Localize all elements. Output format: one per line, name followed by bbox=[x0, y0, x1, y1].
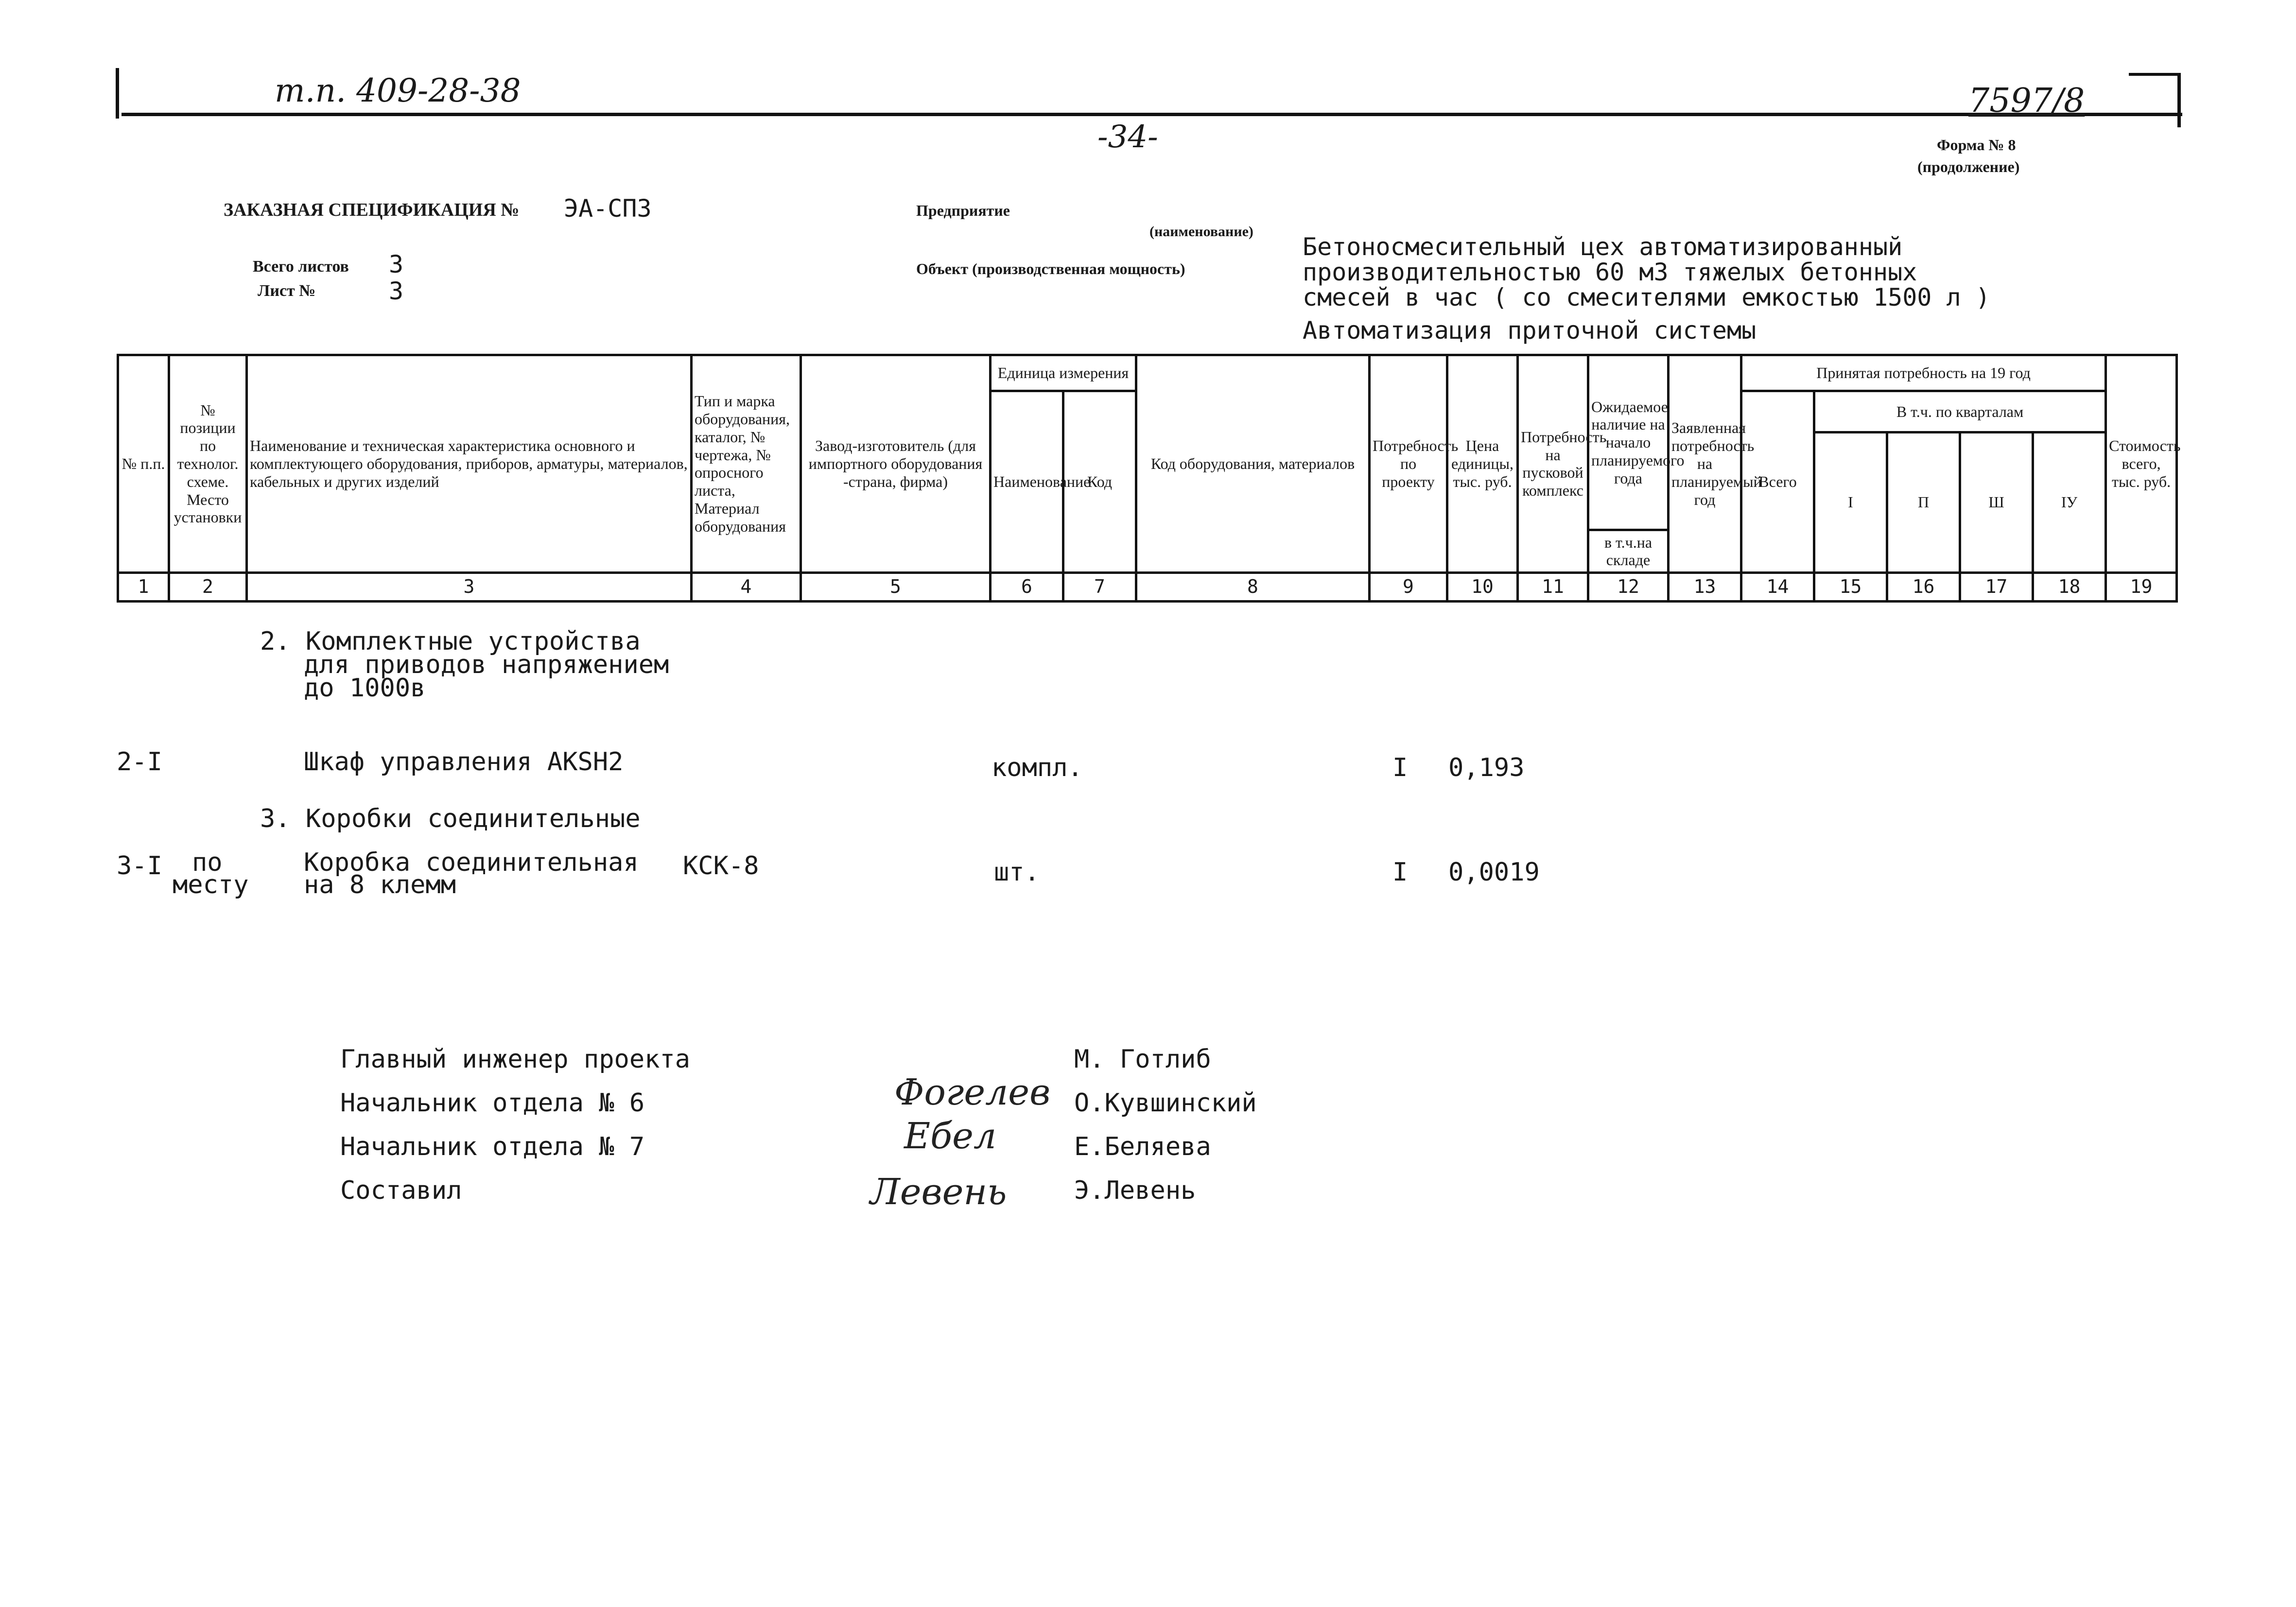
spec-header-table bbox=[117, 354, 2181, 603]
col-number: 17 bbox=[1960, 572, 2033, 601]
col-header-quarters-group: В т.ч. по кварталам bbox=[1814, 391, 2106, 432]
col-header-unit-price: Цена единицы, тыс. руб. bbox=[1447, 355, 1518, 573]
spec-title-value: ЭА-СПЗ bbox=[564, 194, 652, 223]
signature-role: Начальник отдела № 6 bbox=[340, 1089, 645, 1118]
frame-corner-stamp bbox=[2129, 73, 2179, 76]
col-number: 3 bbox=[247, 572, 692, 601]
signature-role: Начальник отдела № 7 bbox=[340, 1132, 645, 1161]
item-2-1-price: 0,193 bbox=[1448, 753, 1525, 782]
col-header-equipment-code: Код оборудования, материалов bbox=[1136, 355, 1370, 573]
naming-label: (наименование) bbox=[1149, 224, 1253, 240]
object-line: Бетоносмесительный цех автоматизированный bbox=[1303, 233, 1903, 261]
form-label: Форма № 8 bbox=[1937, 136, 2016, 154]
archive-number: 7597/8 bbox=[1968, 82, 2085, 120]
spec-title-label: ЗАКАЗНАЯ СПЕЦИФИКАЦИЯ № bbox=[224, 200, 520, 220]
form-sub: (продолжение) bbox=[1917, 158, 2020, 175]
signature-name: О.Кувшинский bbox=[1074, 1089, 1257, 1118]
col-header-position: № позиции по технолог. схеме. Место установки bbox=[169, 355, 247, 573]
col-header-in-stock: в т.ч.на складе bbox=[1588, 530, 1669, 572]
col-number: 14 bbox=[1741, 572, 1814, 601]
col-number: 9 bbox=[1370, 572, 1447, 601]
object-line: смесей в час ( со смесителями емкостью 1500 л ) bbox=[1303, 283, 1990, 311]
col-header-expected: Ожидаемое наличие на начало планируемого года bbox=[1588, 355, 1669, 530]
signature-name: М. Готлиб bbox=[1074, 1045, 1211, 1074]
item-3-1-number: 3-I bbox=[117, 851, 162, 881]
col-header-declared: Заявленная потребность на планируемый год bbox=[1669, 355, 1741, 573]
col-header-cost: Стоимость всего, тыс. руб. bbox=[2106, 355, 2177, 573]
place-line: месту bbox=[173, 870, 249, 899]
handwritten-signature: Ебел bbox=[904, 1115, 997, 1157]
col-header-no: № п.п. bbox=[118, 355, 169, 573]
col-number: 11 bbox=[1518, 572, 1588, 601]
item-3-1-place bbox=[173, 848, 249, 899]
item-3-1-price: 0,0019 bbox=[1448, 858, 1540, 887]
sheet-no-label: Лист № bbox=[258, 282, 316, 300]
sheets-total: 3 bbox=[389, 250, 404, 278]
signature-name: Е.Беляева bbox=[1074, 1132, 1211, 1161]
col-number: 12 bbox=[1588, 572, 1669, 601]
item-3-1-unit: шт. bbox=[994, 858, 1040, 887]
col-header-unit-code: Код bbox=[1063, 391, 1136, 572]
col-header-demand: Потребность по проекту bbox=[1370, 355, 1447, 573]
handwritten-signature: Фогелев bbox=[894, 1071, 1051, 1113]
doc-code: т.п. 409-28-38 bbox=[275, 72, 521, 109]
col-number: 8 bbox=[1136, 572, 1370, 601]
col-header-launch-demand: Потребность на пусковой комплекс bbox=[1518, 355, 1588, 573]
object-line: производительностью 60 м3 тяжелых бетонных bbox=[1303, 258, 1917, 286]
col-number: 18 bbox=[2033, 572, 2106, 601]
signature-name: Э.Левень bbox=[1074, 1176, 1196, 1205]
signature-role: Главный инженер проекта bbox=[340, 1045, 691, 1074]
enterprise-label: Предприятие bbox=[916, 202, 1010, 219]
item-2-1-qty: I bbox=[1392, 753, 1408, 782]
col-header-type: Тип и марка оборудования, каталог, № чертежа, № опросного листа, Материал оборудования bbox=[692, 355, 801, 573]
section-title-line: для приводов напряжением bbox=[304, 650, 669, 679]
col-number: 15 bbox=[1814, 572, 1887, 601]
col-number: 1 bbox=[118, 572, 169, 601]
col-header-unit-group: Единица измерения bbox=[991, 355, 1136, 391]
col-header-accepted-group: Принятая потребность на 19 год bbox=[1741, 355, 2106, 391]
col-header-name: Наименование и техническая характеристика основного и комплектующего оборудования, приборов, арматуры, материалов, кабельных и других изделий bbox=[247, 355, 692, 573]
name-line: Коробка соединительная bbox=[304, 848, 639, 877]
section-2-title bbox=[260, 627, 669, 703]
col-header-q4: IУ bbox=[2033, 432, 2106, 572]
place-line: по bbox=[192, 848, 223, 877]
object-line: Автоматизация приточной системы bbox=[1303, 316, 1757, 345]
col-header-q1: I bbox=[1814, 432, 1887, 572]
col-header-manufacturer: Завод-изготовитель (для импортного оборудования -страна, фирма) bbox=[801, 355, 991, 573]
item-2-1-unit: компл. bbox=[991, 753, 1083, 782]
col-number: 16 bbox=[1887, 572, 1960, 601]
item-3-1-name bbox=[304, 848, 639, 899]
sheet-no: 3 bbox=[389, 277, 404, 305]
frame-right-tick bbox=[2177, 73, 2181, 127]
col-number: 4 bbox=[692, 572, 801, 601]
section-3-title: 3. Коробки соединительные bbox=[260, 804, 641, 833]
item-3-1-type: КСК-8 bbox=[683, 851, 759, 881]
col-number: 2 bbox=[169, 572, 247, 601]
col-number: 7 bbox=[1063, 572, 1136, 601]
col-number: 6 bbox=[991, 572, 1063, 601]
name-line: на 8 клемм bbox=[304, 870, 456, 899]
handwritten-signature: Левень bbox=[870, 1171, 1007, 1213]
page-number: -34- bbox=[1097, 119, 1158, 155]
sheets-total-label: Всего листов bbox=[253, 258, 349, 276]
object-description bbox=[1303, 234, 1990, 343]
item-2-1-name: Шкаф управления АКSН2 bbox=[304, 747, 624, 777]
section-title-line: 2. Комплектные устройства bbox=[260, 627, 641, 656]
col-number: 13 bbox=[1669, 572, 1741, 601]
col-header-q2: П bbox=[1887, 432, 1960, 572]
item-3-1-qty: I bbox=[1392, 858, 1408, 887]
frame-left-tick bbox=[116, 68, 119, 119]
col-number: 10 bbox=[1447, 572, 1518, 601]
section-title-line: до 1000в bbox=[304, 674, 426, 703]
col-header-q3: Ш bbox=[1960, 432, 2033, 572]
col-header-total: Всего bbox=[1741, 391, 1814, 572]
object-label: Объект (производственная мощность) bbox=[916, 260, 1185, 277]
col-number: 19 bbox=[2106, 572, 2177, 601]
top-frame-line bbox=[122, 113, 2182, 116]
col-header-unit-name: Наименование bbox=[991, 391, 1063, 572]
item-2-1-number: 2-I bbox=[117, 747, 162, 777]
col-number: 5 bbox=[801, 572, 991, 601]
signature-role: Составил bbox=[340, 1176, 462, 1205]
